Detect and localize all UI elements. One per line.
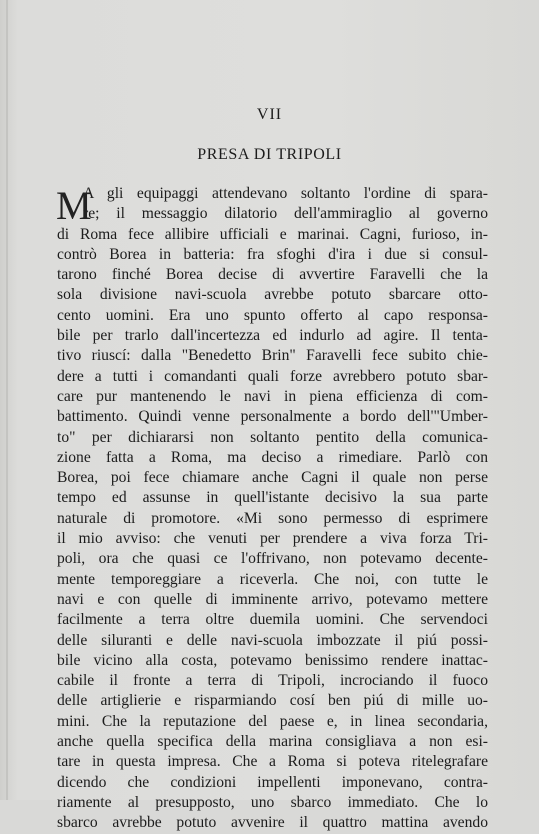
text-line: tivo riuscí: dalla "Benedetto Brin" Faravelli fece subito chie- xyxy=(57,347,488,365)
drop-cap: M xyxy=(56,183,92,228)
text-line: cento uomini. Era uno spunto offerto al capo responsa- xyxy=(57,306,488,324)
text-line: di Roma fece allibire ufficiali e marinai. Cagni, furioso, in- xyxy=(57,225,488,243)
text-line: Borea, poi fece chiamare anche Cagni il quale non perse xyxy=(57,469,488,487)
text-line: facilmente a terra oltre duemila uomini. Che servendoci xyxy=(57,611,488,629)
chapter-number: VII xyxy=(256,106,283,123)
text-line: A gli equipaggi attendevano soltanto l'ordine di spara- xyxy=(83,185,488,202)
text-line: poli, ora che quasi ce l'offrivano, non potevamo decente- xyxy=(57,550,488,568)
text-line: delle siluranti e delle navi-scuola imbozzate il piú possi- xyxy=(57,631,488,649)
text-line: dicendo che condizioni impellenti imponevano, contra- xyxy=(57,773,488,791)
text-line: to" per dichiararsi non soltanto pentito della comunica- xyxy=(57,428,488,446)
text-line: sola divisione navi-scuola avrebbe potuto sbarcare otto- xyxy=(57,286,488,304)
text-line: care pur mantenendo le navi in piena efficienza di com- xyxy=(57,387,488,405)
text-line: zione fatta a Roma, ma deciso a rimediare. Parlò con xyxy=(57,448,488,466)
text-line: navi e con quelle di imminente arrivo, potevamo mettere xyxy=(57,590,488,608)
text-line: battimento. Quindi venne personalmente a bordo dell'"Umber- xyxy=(57,408,488,426)
text-line: bile per trarlo dall'incertezza ed indurlo ad agire. Il tenta- xyxy=(57,327,488,345)
text-line: contrò Borea in batteria: fra sfoghi d'ira i due si consul- xyxy=(57,245,488,263)
text-line: sbarco avrebbe potuto avvenire il quattro mattina avendo xyxy=(57,814,488,832)
text-line: riamente al presupposto, uno sbarco immediato. Che lo xyxy=(57,793,488,811)
text-line: delle artiglierie e risparmiando cosí ben piú di mille uo- xyxy=(57,692,488,710)
text-line: tempo ed assunse in quell'istante decisivo la sua parte xyxy=(57,489,488,507)
text-line: mini. Che la reputazione del paese e, in linea secondaria, xyxy=(57,712,488,730)
text-line: dere a tutti i comandanti quali forze avrebbero potuto sbar- xyxy=(57,367,488,385)
text-line: tarono finché Borea decise di avvertire Faravelli che la xyxy=(57,266,488,284)
text-line: anche quella specifica della marina consigliava a non esi- xyxy=(57,733,488,751)
text-line: cabile il fronte a terra di Tripoli, incrociando il fuoco xyxy=(57,672,488,690)
text-line: mente temporeggiare a riceverla. Che noi, con tutte le xyxy=(57,570,488,588)
text-line: tare in questa impresa. Che a Roma si poteva ritelegrafare xyxy=(57,753,488,771)
chapter-title: PRESA DI TRIPOLI xyxy=(197,146,342,163)
body-text xyxy=(57,184,488,834)
text-line: re; il messaggio dilatorio dell'ammiraglio al governo xyxy=(83,205,488,223)
text-line: bile vicino alla costa, potevamo benissimo rendere inattac- xyxy=(57,651,488,669)
text-line: il mio avviso: che venuti per prendere a viva forza Tri- xyxy=(57,530,488,548)
text-line: naturale di promotore. «Mi sono permesso di esprimere xyxy=(57,509,488,527)
